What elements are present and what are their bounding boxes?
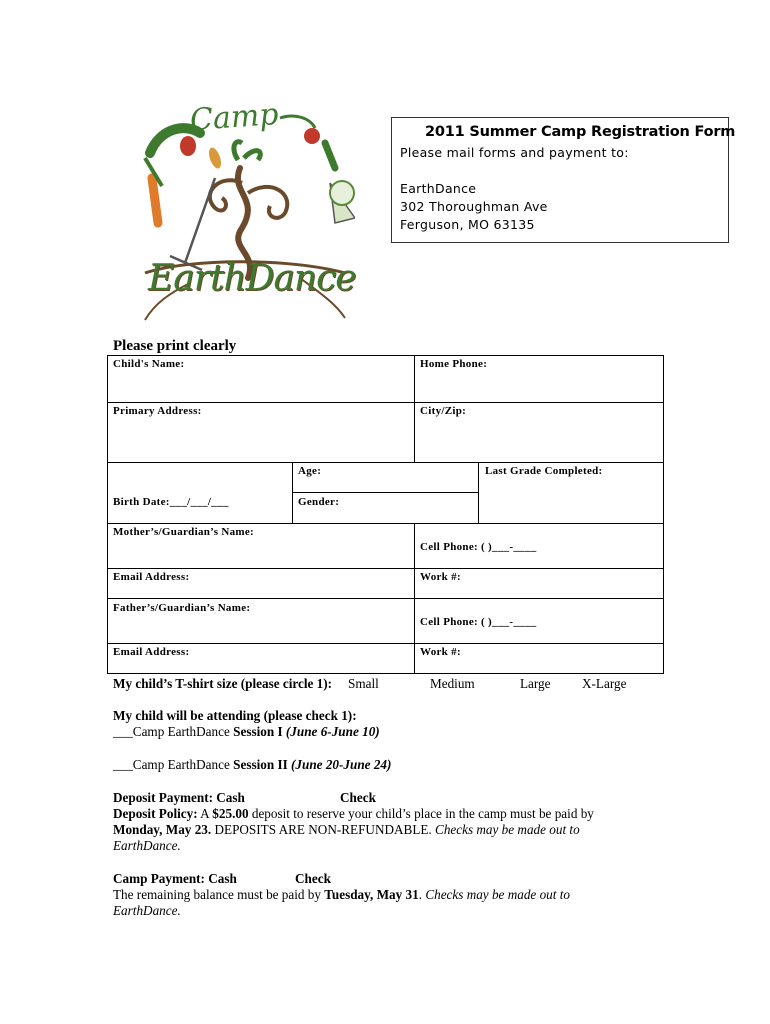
tshirt-size-medium[interactable]: Medium xyxy=(430,676,475,691)
session-2-name: Session II xyxy=(233,757,288,772)
print-clearly-heading: Please print clearly xyxy=(113,338,237,354)
age-label: Age: xyxy=(298,465,322,477)
tshirt-size-large[interactable]: Large xyxy=(520,676,551,691)
deposit-policy-label: Deposit Policy: xyxy=(113,806,198,821)
camp-payment-check-option[interactable]: Check xyxy=(295,871,331,886)
deposit-deadline: Monday, May 23. xyxy=(113,822,212,837)
father-cell-phone-label: Cell Phone: ( )___-____ xyxy=(420,616,537,628)
deposit-policy-line-1 xyxy=(113,806,594,822)
camp-checks-line-2 xyxy=(113,903,181,919)
mail-instruction: Please mail forms and payment to: xyxy=(400,145,629,160)
deposit-policy-line-3 xyxy=(113,838,181,854)
logo-brand-text: EarthDance xyxy=(148,258,356,299)
attendance-label: My child will be attending (please check 1): xyxy=(113,708,357,723)
session-1-dates: (June 6-June 10) xyxy=(285,724,380,739)
session-1-option[interactable] xyxy=(113,724,380,740)
session-2-prefix: ___Camp EarthDance xyxy=(113,757,234,772)
camp-payment-label: Camp Payment: Cash xyxy=(113,871,237,886)
session-2-dates: (June 20-June 24) xyxy=(291,757,392,772)
address-line-2: 302 Thoroughman Ave xyxy=(400,199,548,214)
mother-name-label: Mother’s/Guardian’s Name: xyxy=(113,526,255,538)
camp-checks-note-a: Checks may be made out to xyxy=(425,887,570,902)
deposit-policy-a: A xyxy=(197,806,213,821)
mother-cell-phone-label: Cell Phone: ( )___-____ xyxy=(420,541,537,553)
mother-email-label: Email Address: xyxy=(113,571,190,583)
childs-name-label: Child's Name: xyxy=(113,358,185,370)
deposit-checks-note-b: EarthDance. xyxy=(113,838,181,853)
remaining-balance-b: . xyxy=(418,887,426,902)
form-title: 2011 Summer Camp Registration Form xyxy=(425,124,736,140)
camp-checks-note-b: EarthDance. xyxy=(113,903,181,918)
primary-address-label: Primary Address: xyxy=(113,405,202,417)
remaining-balance-line xyxy=(113,887,570,903)
session-2-option[interactable] xyxy=(113,757,391,773)
birth-date-field[interactable] xyxy=(107,462,293,524)
father-work-label: Work #: xyxy=(420,646,461,658)
last-grade-label: Last Grade Completed: xyxy=(485,465,603,477)
address-line-1: EarthDance xyxy=(400,181,477,196)
remaining-balance-a: The remaining balance must be paid by xyxy=(113,887,325,902)
remaining-balance-deadline: Tuesday, May 31 xyxy=(324,887,419,902)
father-name-label: Father’s/Guardian’s Name: xyxy=(113,602,251,614)
mother-work-label: Work #: xyxy=(420,571,461,583)
deposit-amount: $25.00 xyxy=(212,806,249,821)
deposit-payment-label: Deposit Payment: Cash xyxy=(113,790,245,805)
deposit-nonrefundable: DEPOSITS ARE NON-REFUNDABLE. xyxy=(211,822,436,837)
father-email-label: Email Address: xyxy=(113,646,190,658)
deposit-checks-note-a: Checks may be made out to xyxy=(435,822,580,837)
birth-date-label: Birth Date:___/___/___ xyxy=(113,496,229,508)
deposit-policy-line-2 xyxy=(113,822,580,838)
gender-label: Gender: xyxy=(298,496,340,508)
address-line-3: Ferguson, MO 63135 xyxy=(400,217,535,232)
tshirt-size-label: My child’s T-shirt size (please circle 1): xyxy=(113,676,333,691)
deposit-check-option[interactable]: Check xyxy=(340,790,376,805)
logo-camp-text: Camp xyxy=(188,96,280,139)
city-zip-label: City/Zip: xyxy=(420,405,467,417)
session-1-prefix: ___Camp EarthDance xyxy=(113,724,234,739)
tshirt-size-small[interactable]: Small xyxy=(348,676,379,691)
home-phone-label: Home Phone: xyxy=(420,358,488,370)
camp-earthdance-logo xyxy=(130,98,355,323)
deposit-policy-b: deposit to reserve your child’s place in the camp must be paid by xyxy=(248,806,594,821)
session-1-name: Session I xyxy=(233,724,283,739)
tshirt-size-xlarge[interactable]: X-Large xyxy=(582,676,627,691)
